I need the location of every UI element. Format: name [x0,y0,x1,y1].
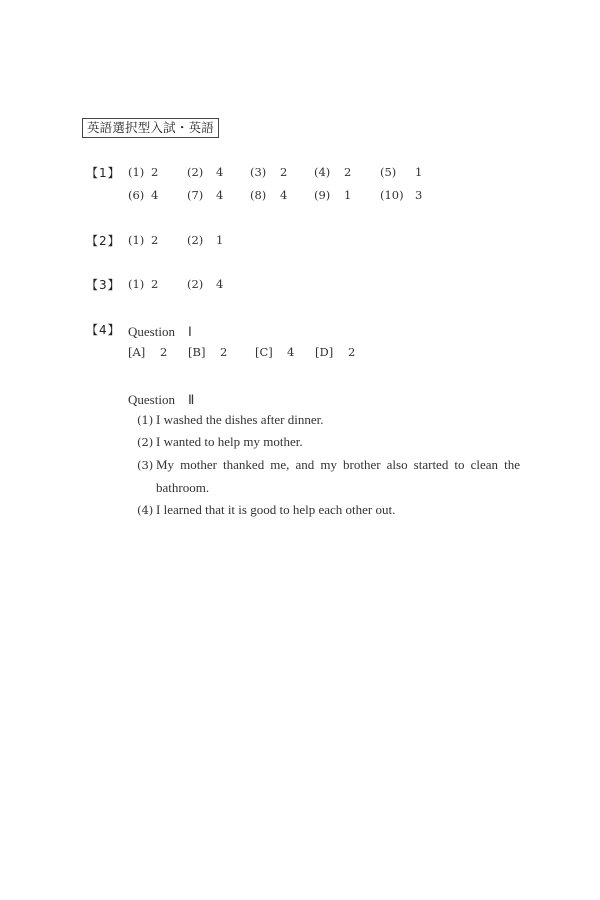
answer-value: 4 [287,345,295,359]
answer-number: (9) [314,188,331,202]
question-1-heading: Question Ⅰ [128,324,192,339]
answer-number: [B] [188,345,206,359]
item-text: I washed the dishes after dinner. [156,412,324,427]
answer-value: 2 [220,345,228,359]
answer-value: 3 [415,188,423,202]
answer-number: [C] [255,345,273,359]
section-4-label: 【4】 [86,323,121,337]
answer-value: 2 [280,165,288,179]
answer-value: 2 [151,277,159,291]
answer-value: 2 [151,233,159,247]
answer-value: 4 [216,277,224,291]
item-text: I learned that it is good to help each other out. [156,502,396,517]
answer-number: (1) [128,277,145,291]
question-2-heading: Question Ⅱ [128,392,195,407]
item-text: I wanted to help my mother. [156,434,303,449]
answer-number: (2) [187,165,204,179]
answer-value: 2 [160,345,168,359]
answer-value: 4 [280,188,288,202]
answer-number: (2) [187,277,204,291]
answer-number: (6) [128,188,145,202]
answer-value: 1 [216,233,224,247]
answer-number: (1) [128,233,145,247]
answer-value: 1 [344,188,352,202]
item-number: (4) [137,503,154,517]
item-number: (2) [137,435,154,449]
section-1-label: 【1】 [86,166,121,180]
item-number: (1) [137,413,154,427]
answer-value: 1 [415,165,423,179]
answer-number: [A] [128,345,146,359]
answer-value: 2 [151,165,159,179]
answer-number: (1) [128,165,145,179]
answer-number: (3) [250,165,267,179]
answer-number: (5) [380,165,397,179]
item-text-continuation: bathroom. [156,480,210,495]
answer-value: 2 [348,345,356,359]
answer-number: [D] [315,345,334,359]
answer-value: 4 [216,165,224,179]
answer-value: 2 [344,165,352,179]
document-title: 英語選択型入試・英語 [82,118,219,138]
item-text: My mother thanked me, and my brother also started to clean the [156,457,520,472]
item-number: (3) [137,458,154,472]
answer-number: (7) [187,188,204,202]
answer-value: 4 [216,188,224,202]
answer-number: (8) [250,188,267,202]
section-2-label: 【2】 [86,234,121,248]
section-3-label: 【3】 [86,278,121,292]
answer-number: (4) [314,165,331,179]
answer-value: 4 [151,188,159,202]
answer-number: (10) [380,188,404,202]
answer-number: (2) [187,233,204,247]
